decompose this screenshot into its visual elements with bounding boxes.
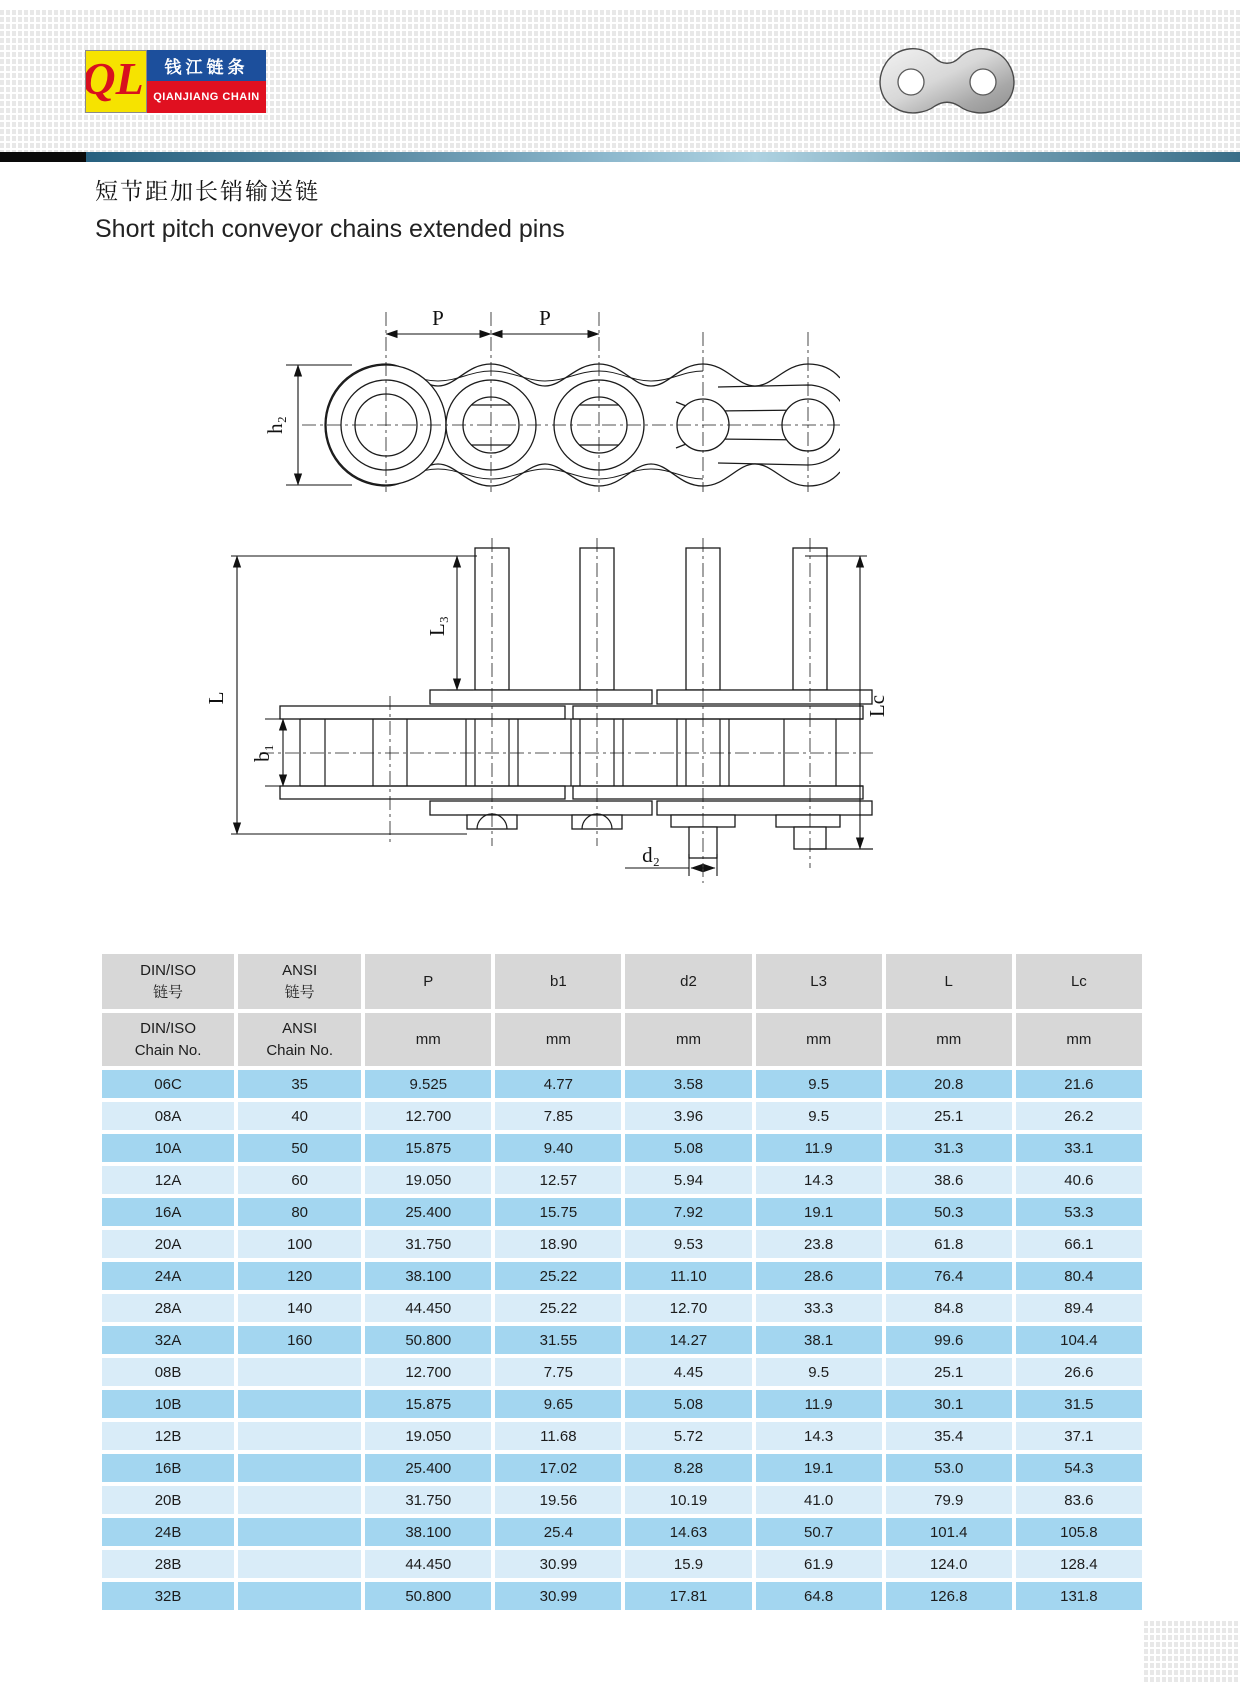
table-cell: 30.99 <box>495 1582 621 1610</box>
table-cell: 44.450 <box>365 1550 491 1578</box>
table-cell: 12.700 <box>365 1102 491 1130</box>
table-cell: 80.4 <box>1016 1262 1142 1290</box>
table-cell: 9.65 <box>495 1390 621 1418</box>
table-cell: 50.3 <box>886 1198 1012 1226</box>
dim-label-h2: h₂ <box>263 416 287 434</box>
table-cell: 32B <box>102 1582 234 1610</box>
table-cell: 14.3 <box>756 1166 882 1194</box>
table-cell: 79.9 <box>886 1486 1012 1514</box>
table-header-cell: DIN/ISO Chain No. <box>102 1013 234 1066</box>
table-cell <box>238 1518 361 1546</box>
table-cell: 4.45 <box>625 1358 751 1386</box>
header-divider-bar <box>0 152 1240 162</box>
table-cell: 14.63 <box>625 1518 751 1546</box>
table-cell: 19.1 <box>756 1454 882 1482</box>
table-cell <box>238 1358 361 1386</box>
table-cell: 50 <box>238 1134 361 1162</box>
inner-plate-top-1 <box>280 706 565 719</box>
table-cell: 11.9 <box>756 1134 882 1162</box>
table-row <box>102 1102 1142 1130</box>
table-cell: 104.4 <box>1016 1326 1142 1354</box>
table-cell: 60 <box>238 1166 361 1194</box>
table-cell <box>238 1454 361 1482</box>
table-cell: 7.92 <box>625 1198 751 1226</box>
table-cell: 4.77 <box>495 1070 621 1098</box>
dim-label-d2: d₂ <box>642 843 660 867</box>
table-cell: 9.53 <box>625 1230 751 1258</box>
table-cell: 12B <box>102 1422 234 1450</box>
table-cell: 9.525 <box>365 1070 491 1098</box>
table-cell: 9.5 <box>756 1358 882 1386</box>
table-row <box>102 1582 1142 1610</box>
table-cell: 7.75 <box>495 1358 621 1386</box>
table-cell: 64.8 <box>756 1582 882 1610</box>
table-cell: 20.8 <box>886 1070 1012 1098</box>
table-row <box>102 1550 1142 1578</box>
table-cell: 9.5 <box>756 1070 882 1098</box>
table-row <box>102 1486 1142 1514</box>
divider-gradient-segment <box>86 152 1240 162</box>
table-cell: 5.94 <box>625 1166 751 1194</box>
table-cell: 30.1 <box>886 1390 1012 1418</box>
table-cell: 128.4 <box>1016 1550 1142 1578</box>
inner-plate-bottom-2 <box>573 786 863 799</box>
table-cell: 19.050 <box>365 1422 491 1450</box>
table-cell: 12A <box>102 1166 234 1194</box>
table-row <box>102 1262 1142 1290</box>
table-cell: 38.100 <box>365 1518 491 1546</box>
table-cell: 30.99 <box>495 1550 621 1578</box>
pin-end-4-pad <box>776 815 840 827</box>
table-cell: 20B <box>102 1486 234 1514</box>
table-cell: 5.72 <box>625 1422 751 1450</box>
table-cell: 16A <box>102 1198 234 1226</box>
table-cell: 12.70 <box>625 1294 751 1322</box>
table-row <box>102 1294 1142 1322</box>
table-cell: 25.1 <box>886 1102 1012 1130</box>
table-cell: 28A <box>102 1294 234 1322</box>
table-cell: 131.8 <box>1016 1582 1142 1610</box>
table-header-cell: DIN/ISO 链号 <box>102 954 234 1009</box>
brand-logo <box>85 50 266 113</box>
pin-plate-bottom-1 <box>430 801 652 815</box>
table-cell: 38.1 <box>756 1326 882 1354</box>
table-cell: 31.5 <box>1016 1390 1142 1418</box>
table-cell: 54.3 <box>1016 1454 1142 1482</box>
table-cell: 83.6 <box>1016 1486 1142 1514</box>
table-cell: 10.19 <box>625 1486 751 1514</box>
dim-label-L: L <box>205 691 228 705</box>
table-header-cell: mm <box>625 1013 751 1066</box>
table-header-cell: mm <box>1016 1013 1142 1066</box>
table-cell: 25.1 <box>886 1358 1012 1386</box>
table-header-cell: mm <box>756 1013 882 1066</box>
table-cell: 3.58 <box>625 1070 751 1098</box>
table-cell <box>238 1486 361 1514</box>
table-header-cell: d2 <box>625 954 751 1009</box>
table-row <box>102 1326 1142 1354</box>
table-row <box>102 1134 1142 1162</box>
table-header-cell: b1 <box>495 954 621 1009</box>
table-cell: 24B <box>102 1518 234 1546</box>
chain-plate-image <box>872 36 1022 133</box>
table-cell: 53.3 <box>1016 1198 1142 1226</box>
table-cell: 105.8 <box>1016 1518 1142 1546</box>
dim-label-Lc: Lc <box>865 694 889 718</box>
table-cell: 25.4 <box>495 1518 621 1546</box>
roller-verticals <box>300 719 836 786</box>
table-cell: 124.0 <box>886 1550 1012 1578</box>
table-cell: 08B <box>102 1358 234 1386</box>
table-cell: 19.1 <box>756 1198 882 1226</box>
table-cell: 9.5 <box>756 1102 882 1130</box>
dim-label-p2: P <box>539 306 551 330</box>
table-cell: 32A <box>102 1326 234 1354</box>
title-block <box>95 173 565 244</box>
table-cell: 26.2 <box>1016 1102 1142 1130</box>
table-header-row <box>102 954 1142 1009</box>
table-cell: 31.750 <box>365 1486 491 1514</box>
table-row <box>102 1358 1142 1386</box>
spec-table-head <box>102 954 1142 1066</box>
table-row <box>102 1518 1142 1546</box>
table-cell: 18.90 <box>495 1230 621 1258</box>
table-cell: 50.7 <box>756 1518 882 1546</box>
table-cell: 19.050 <box>365 1166 491 1194</box>
table-cell: 126.8 <box>886 1582 1012 1610</box>
table-cell: 31.55 <box>495 1326 621 1354</box>
table-cell: 37.1 <box>1016 1422 1142 1450</box>
table-row <box>102 1166 1142 1194</box>
chain-side-view-drawing <box>240 292 840 497</box>
plate-hole-left <box>898 69 924 95</box>
brand-name-en: QIANJIANG CHAIN <box>147 81 266 113</box>
logo-text-block <box>147 50 266 113</box>
table-cell: 33.3 <box>756 1294 882 1322</box>
table-header-cell: ANSI Chain No. <box>238 1013 361 1066</box>
table-cell: 31.750 <box>365 1230 491 1258</box>
table-cell: 50.800 <box>365 1582 491 1610</box>
table-cell: 3.96 <box>625 1102 751 1130</box>
page-title-cn: 短节距加长销输送链 <box>95 178 320 204</box>
table-row <box>102 1422 1142 1450</box>
table-header-cell: Lc <box>1016 954 1142 1009</box>
table-cell: 14.3 <box>756 1422 882 1450</box>
table-cell: 61.8 <box>886 1230 1012 1258</box>
table-cell: 84.8 <box>886 1294 1012 1322</box>
table-row <box>102 1390 1142 1418</box>
table-cell: 38.6 <box>886 1166 1012 1194</box>
table-cell: 24A <box>102 1262 234 1290</box>
table-cell: 40.6 <box>1016 1166 1142 1194</box>
table-cell: 61.9 <box>756 1550 882 1578</box>
table-cell: 15.9 <box>625 1550 751 1578</box>
table-cell: 26.6 <box>1016 1358 1142 1386</box>
table-cell: 89.4 <box>1016 1294 1142 1322</box>
dim-label-p1: P <box>432 306 444 330</box>
table-cell: 15.875 <box>365 1134 491 1162</box>
table-cell: 38.100 <box>365 1262 491 1290</box>
pin-plate-bottom-2 <box>657 801 872 815</box>
table-cell: 76.4 <box>886 1262 1012 1290</box>
table-cell: 12.57 <box>495 1166 621 1194</box>
table-cell: 140 <box>238 1294 361 1322</box>
table-header-cell: P <box>365 954 491 1009</box>
table-cell: 11.10 <box>625 1262 751 1290</box>
table-cell: 08A <box>102 1102 234 1130</box>
table-header-cell: L <box>886 954 1012 1009</box>
table-cell: 31.3 <box>886 1134 1012 1162</box>
table-cell <box>238 1390 361 1418</box>
table-cell: 50.800 <box>365 1326 491 1354</box>
table-cell: 20A <box>102 1230 234 1258</box>
table-header-cell: mm <box>365 1013 491 1066</box>
table-cell <box>238 1582 361 1610</box>
table-cell: 7.85 <box>495 1102 621 1130</box>
logo-monogram-icon <box>85 50 147 113</box>
table-cell: 5.08 <box>625 1390 751 1418</box>
ql-monogram-icon <box>86 51 146 112</box>
chain-plan-view-drawing <box>205 538 905 893</box>
pin-plate-top-1 <box>430 690 652 704</box>
table-cell: 16B <box>102 1454 234 1482</box>
table-cell: 41.0 <box>756 1486 882 1514</box>
inner-plate-bottom-1 <box>280 786 565 799</box>
inner-plate-top-2 <box>573 706 863 719</box>
table-cell: 14.27 <box>625 1326 751 1354</box>
table-header-cell: mm <box>886 1013 1012 1066</box>
table-cell: 17.02 <box>495 1454 621 1482</box>
dim-label-L3: L₃ <box>425 615 449 637</box>
table-cell: 11.9 <box>756 1390 882 1418</box>
dim-label-b1: b₁ <box>250 744 274 762</box>
table-cell: 9.40 <box>495 1134 621 1162</box>
table-row <box>102 1198 1142 1226</box>
table-cell: 80 <box>238 1198 361 1226</box>
table-cell: 28.6 <box>756 1262 882 1290</box>
table-cell: 25.400 <box>365 1454 491 1482</box>
table-cell: 120 <box>238 1262 361 1290</box>
monogram-q: QL <box>86 53 144 104</box>
table-cell: 25.400 <box>365 1198 491 1226</box>
plate-hole-right <box>970 69 996 95</box>
spec-table-body <box>102 1070 1142 1610</box>
table-cell: 10A <box>102 1134 234 1162</box>
table-cell: 17.81 <box>625 1582 751 1610</box>
brand-name-cn: 钱江链条 <box>147 50 266 81</box>
table-cell: 25.22 <box>495 1294 621 1322</box>
table-cell: 5.08 <box>625 1134 751 1162</box>
table-cell: 21.6 <box>1016 1070 1142 1098</box>
table-cell: 28B <box>102 1550 234 1578</box>
table-header-row <box>102 1013 1142 1066</box>
table-cell: 101.4 <box>886 1518 1012 1546</box>
table-cell: 10B <box>102 1390 234 1418</box>
table-cell <box>238 1550 361 1578</box>
divider-black-segment <box>0 152 86 162</box>
table-cell: 66.1 <box>1016 1230 1142 1258</box>
footer-halftone-pattern <box>1144 1621 1240 1683</box>
table-cell: 25.22 <box>495 1262 621 1290</box>
pin-plate-top-2 <box>657 690 872 704</box>
table-cell: 19.56 <box>495 1486 621 1514</box>
table-cell: 33.1 <box>1016 1134 1142 1162</box>
table-cell: 160 <box>238 1326 361 1354</box>
table-header-cell: L3 <box>756 954 882 1009</box>
table-cell: 12.700 <box>365 1358 491 1386</box>
table-cell <box>238 1422 361 1450</box>
table-cell: 35 <box>238 1070 361 1098</box>
page-title-en: Short pitch conveyor chains extended pins <box>95 215 565 243</box>
spec-table-container <box>98 950 1146 1614</box>
table-row <box>102 1070 1142 1098</box>
table-cell: 23.8 <box>756 1230 882 1258</box>
table-cell: 99.6 <box>886 1326 1012 1354</box>
table-cell: 8.28 <box>625 1454 751 1482</box>
table-header-cell: mm <box>495 1013 621 1066</box>
table-cell: 35.4 <box>886 1422 1012 1450</box>
table-cell: 15.875 <box>365 1390 491 1418</box>
table-cell: 15.75 <box>495 1198 621 1226</box>
table-header-cell: ANSI 链号 <box>238 954 361 1009</box>
table-row <box>102 1454 1142 1482</box>
spec-table <box>98 950 1146 1614</box>
table-row <box>102 1230 1142 1258</box>
table-cell: 40 <box>238 1102 361 1130</box>
table-cell: 44.450 <box>365 1294 491 1322</box>
table-cell: 06C <box>102 1070 234 1098</box>
table-cell: 100 <box>238 1230 361 1258</box>
table-cell: 11.68 <box>495 1422 621 1450</box>
table-cell: 53.0 <box>886 1454 1012 1482</box>
